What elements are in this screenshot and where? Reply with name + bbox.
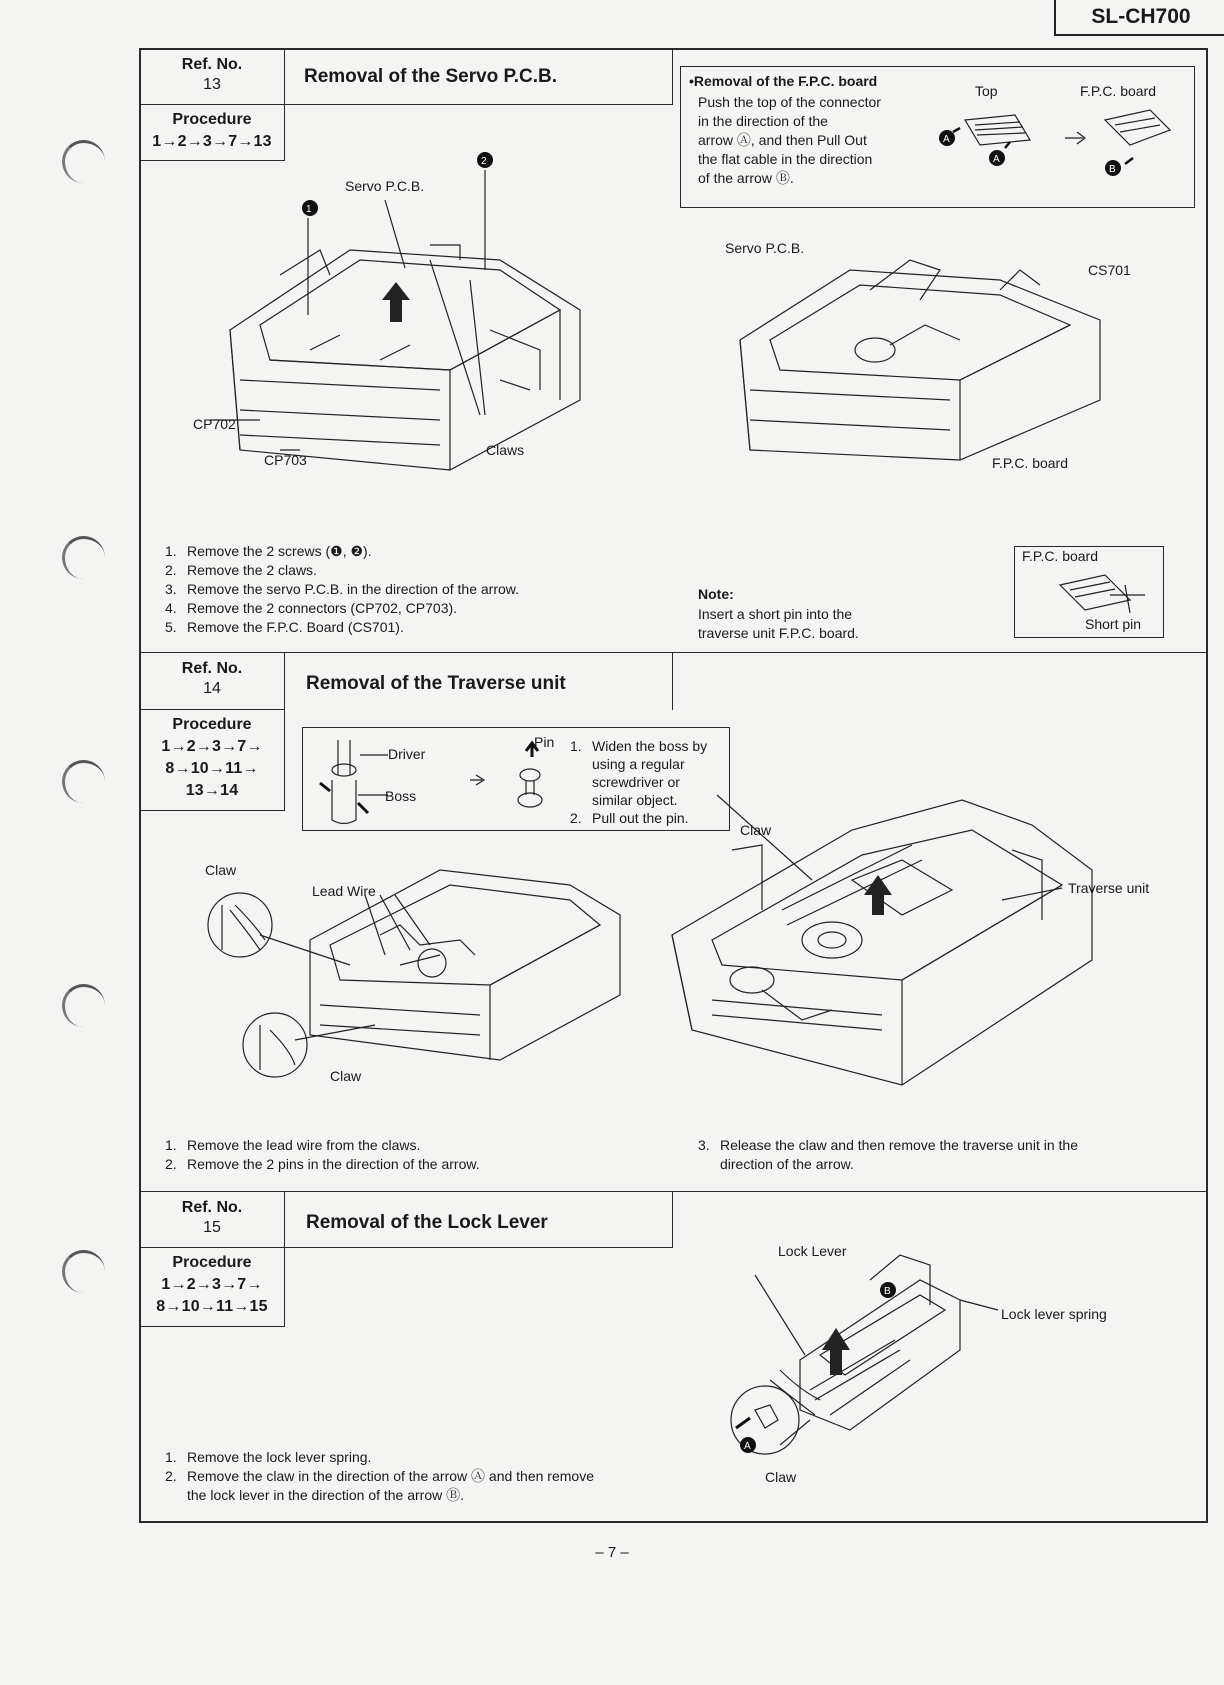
ref-label: Ref. No. bbox=[181, 1199, 243, 1216]
fpc-text-line: arrow Ⓐ, and then Pull Out bbox=[698, 132, 867, 148]
lead-wire-label: Lead Wire bbox=[312, 883, 376, 899]
step-item: 1. Remove the lead wire from the claws. bbox=[165, 1137, 421, 1153]
procedure-sequence: 1→2→3→7→ bbox=[161, 1276, 263, 1293]
steps-list bbox=[165, 1448, 594, 1505]
ref-number-box bbox=[139, 652, 285, 710]
section-title: Removal of the Lock Lever bbox=[306, 1212, 548, 1233]
section-title: Removal of the Traverse unit bbox=[306, 673, 566, 694]
claw-label: Claw bbox=[330, 1068, 362, 1084]
svg-text:A: A bbox=[993, 154, 1000, 165]
claw-label: Claw bbox=[740, 822, 772, 838]
svg-text:B: B bbox=[884, 1286, 891, 1297]
ref-number-box bbox=[139, 1191, 285, 1248]
procedure-label: Procedure bbox=[172, 716, 252, 733]
model-number: SL-CH700 bbox=[1054, 0, 1224, 36]
fpc-connector-diagram bbox=[935, 100, 1185, 180]
procedure-sequence: 1→2→3→7→ bbox=[161, 738, 263, 755]
claw-label: Claw bbox=[205, 862, 237, 878]
step-item: 3. Release the claw and then remove the traverse unit in the bbox=[698, 1137, 1078, 1153]
binder-hole bbox=[62, 536, 105, 579]
procedure-sequence: 13→14 bbox=[185, 782, 239, 799]
ref-label: Ref. No. bbox=[181, 660, 243, 677]
servo-pcb-diagram bbox=[200, 150, 620, 480]
detail-step-line: using a regular bbox=[592, 756, 685, 772]
step-item: 2. Remove the 2 claws. bbox=[165, 562, 317, 578]
traverse-unit-label: Traverse unit bbox=[1068, 880, 1150, 896]
note-line: traverse unit F.P.C. board. bbox=[698, 625, 859, 641]
page-number: – 7 – bbox=[595, 1544, 629, 1561]
procedure-sequence: 1→2→3→7→13 bbox=[152, 133, 272, 150]
step-item: 2. Remove the claw in the direction of the arrow Ⓐ and then remove bbox=[165, 1468, 594, 1484]
fpc-board-label-right: F.P.C. board bbox=[992, 455, 1069, 471]
procedure-label: Procedure bbox=[172, 111, 252, 128]
svg-text:A: A bbox=[943, 134, 950, 145]
steps-list-right bbox=[698, 1136, 1078, 1174]
ref-number: 14 bbox=[203, 680, 221, 697]
fpc-heading: •Removal of the F.P.C. board bbox=[689, 73, 878, 89]
driver-label: Driver bbox=[388, 746, 426, 762]
procedure-box bbox=[139, 709, 285, 811]
claw-label: Claw bbox=[765, 1469, 797, 1485]
procedure-label: Procedure bbox=[172, 1254, 252, 1271]
cp703-label: CP703 bbox=[264, 452, 307, 468]
step-item: 3. Remove the servo P.C.B. in the direction of the arrow. bbox=[165, 581, 520, 597]
steps-list bbox=[165, 1136, 480, 1174]
detail-step-line: similar object. bbox=[592, 792, 678, 808]
column-divider bbox=[672, 652, 673, 710]
step-item: the lock lever in the direction of the arrow Ⓑ. bbox=[187, 1487, 465, 1503]
detail-step-line: screwdriver or bbox=[592, 774, 680, 790]
lock-lever-diagram bbox=[720, 1240, 980, 1490]
lock-lever-spring-label: Lock lever spring bbox=[1001, 1306, 1107, 1322]
section-title: Removal of the Servo P.C.B. bbox=[304, 66, 558, 87]
step-item: 1. Remove the 2 screws (❶, ❷). bbox=[165, 543, 372, 559]
fpc-board-diagram bbox=[720, 230, 1120, 470]
short-pin-label: Short pin bbox=[1085, 616, 1142, 632]
ref-number: 13 bbox=[203, 76, 221, 93]
fpc-text-line: the flat cable in the direction bbox=[698, 151, 873, 167]
detail-step-line: 1. Widen the boss by bbox=[570, 738, 708, 754]
short-pin-diagram bbox=[1050, 565, 1160, 620]
step-item: 1. Remove the lock lever spring. bbox=[165, 1449, 372, 1465]
binder-hole bbox=[62, 760, 105, 803]
step-item: direction of the arrow. bbox=[720, 1156, 854, 1172]
cs701-label: CS701 bbox=[1088, 262, 1131, 278]
cp702-label: CP702 bbox=[193, 416, 236, 432]
top-label: Top bbox=[975, 83, 998, 99]
fpc-text-line: of the arrow Ⓑ. bbox=[698, 170, 794, 186]
step-item: 2. Remove the 2 pins in the direction of the arrow. bbox=[165, 1156, 480, 1172]
procedure-sequence: 8→10→11→15 bbox=[156, 1298, 268, 1315]
binder-hole bbox=[62, 1250, 105, 1293]
svg-text:B: B bbox=[1109, 164, 1116, 175]
procedure-box bbox=[139, 1247, 285, 1327]
note-line: Insert a short pin into the bbox=[698, 606, 853, 622]
svg-text:2: 2 bbox=[481, 156, 487, 167]
step-item: 4. Remove the 2 connectors (CP702, CP703). bbox=[165, 600, 458, 616]
ref-number: 15 bbox=[203, 1219, 221, 1236]
lead-wire-diagram bbox=[200, 855, 630, 1080]
fpc-board-label: F.P.C. board bbox=[1080, 83, 1157, 99]
svg-text:1: 1 bbox=[306, 204, 312, 215]
claws-label: Claws bbox=[486, 442, 525, 458]
ref-label: Ref. No. bbox=[181, 56, 243, 73]
note-label: Note: bbox=[698, 586, 734, 602]
detail-step-line: 2. Pull out the pin. bbox=[570, 810, 689, 826]
steps-list bbox=[165, 542, 519, 637]
step-item: 5. Remove the F.P.C. Board (CS701). bbox=[165, 619, 404, 635]
binder-hole bbox=[62, 140, 105, 183]
servo-pcb-label-right: Servo P.C.B. bbox=[725, 240, 805, 256]
boss-pin-diagram bbox=[320, 735, 550, 830]
traverse-unit-diagram bbox=[672, 790, 1102, 1090]
lock-lever-label: Lock Lever bbox=[778, 1243, 847, 1259]
pin-label: Pin bbox=[534, 734, 555, 750]
ref-number-box bbox=[139, 48, 285, 105]
binder-hole bbox=[62, 984, 105, 1027]
fpc-text-line: Push the top of the connector bbox=[698, 94, 881, 110]
servo-pcb-label: Servo P.C.B. bbox=[345, 178, 425, 194]
fpc-board-note-label: F.P.C. board bbox=[1022, 548, 1099, 564]
boss-label: Boss bbox=[385, 788, 417, 804]
svg-text:A: A bbox=[744, 1441, 751, 1452]
procedure-sequence: 8→10→11→ bbox=[165, 760, 259, 777]
fpc-text-line: in the direction of the bbox=[698, 113, 828, 129]
